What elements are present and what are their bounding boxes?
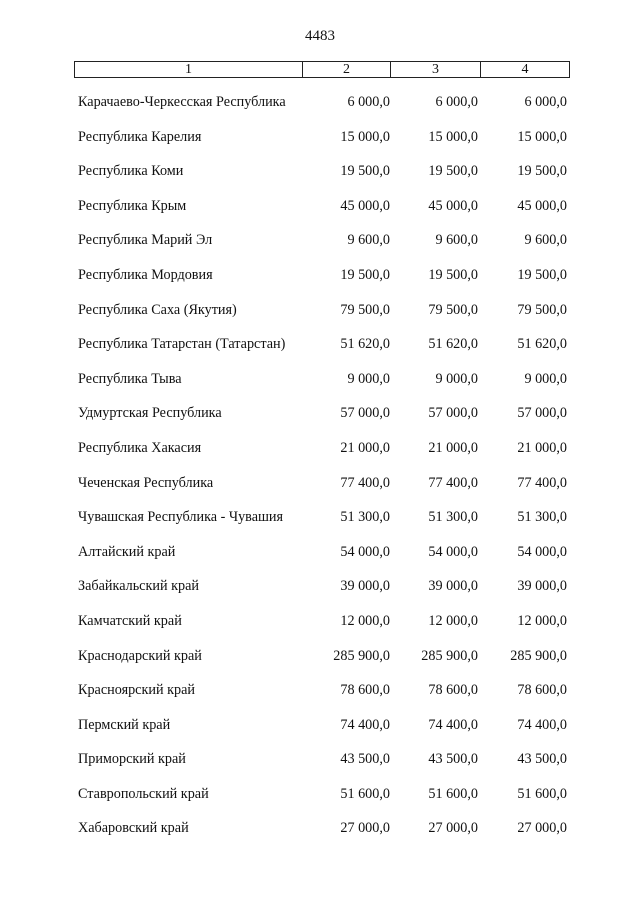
value-col-2: 9 000,0 (347, 370, 390, 387)
region-name: Чеченская Республика (78, 474, 214, 491)
table-row (0, 674, 640, 709)
value-col-2: 51 620,0 (340, 336, 390, 353)
header-col-3: 3 (391, 62, 481, 77)
value-col-3: 51 600,0 (428, 785, 478, 802)
value-col-2: 285 900,0 (333, 647, 390, 664)
value-col-2: 19 500,0 (340, 163, 390, 180)
value-col-2: 21 000,0 (340, 439, 390, 456)
region-name: Республика Марий Эл (78, 232, 213, 249)
table-row (0, 397, 640, 432)
value-col-4: 51 620,0 (517, 336, 567, 353)
table-row (0, 155, 640, 190)
region-name: Республика Мордовия (78, 266, 213, 283)
table-row (0, 86, 640, 121)
value-col-4: 51 300,0 (517, 509, 567, 526)
value-col-4: 79 500,0 (517, 301, 567, 318)
page-number: 4483 (305, 28, 335, 44)
table-row (0, 224, 640, 259)
value-col-4: 19 500,0 (517, 266, 567, 283)
value-col-3: 285 900,0 (421, 647, 478, 664)
value-col-3: 19 500,0 (428, 163, 478, 180)
table-row (0, 709, 640, 744)
value-col-4: 6 000,0 (524, 94, 567, 110)
value-col-3: 57 000,0 (428, 405, 478, 422)
region-name: Республика Крым (78, 197, 187, 214)
value-col-4: 27 000,0 (517, 820, 567, 837)
table-row (0, 501, 640, 536)
value-col-3: 6 000,0 (435, 94, 478, 110)
value-col-3: 27 000,0 (428, 820, 478, 837)
value-col-3: 51 620,0 (428, 336, 478, 353)
value-col-3: 74 400,0 (428, 716, 478, 733)
region-name: Хабаровский край (78, 820, 189, 837)
value-col-4: 9 000,0 (524, 370, 567, 387)
value-col-4: 285 900,0 (510, 647, 567, 664)
value-col-3: 21 000,0 (428, 439, 478, 456)
value-col-4: 74 400,0 (517, 716, 567, 733)
region-name: Республика Хакасия (78, 439, 202, 456)
region-name: Камчатский край (78, 612, 182, 629)
table-row (0, 190, 640, 225)
region-name: Алтайский край (78, 543, 176, 560)
table-row (0, 778, 640, 813)
value-col-2: 54 000,0 (340, 543, 390, 560)
value-col-2: 9 600,0 (347, 232, 390, 249)
value-col-2: 79 500,0 (340, 301, 390, 318)
value-col-4: 54 000,0 (517, 543, 567, 560)
value-col-3: 43 500,0 (428, 751, 478, 768)
value-col-2: 6 000,0 (347, 94, 390, 110)
value-col-2: 57 000,0 (340, 405, 390, 422)
value-col-3: 12 000,0 (428, 612, 478, 629)
value-col-2: 78 600,0 (340, 682, 390, 699)
value-col-4: 77 400,0 (517, 474, 567, 491)
region-name: Республика Карелия (78, 128, 202, 145)
table-row (0, 432, 640, 467)
value-col-3: 9 600,0 (435, 232, 478, 249)
value-col-3: 9 000,0 (435, 370, 478, 387)
value-col-3: 77 400,0 (428, 474, 478, 491)
value-col-2: 51 600,0 (340, 785, 390, 802)
region-name: Карачаево-Черкесская Республика (78, 94, 286, 110)
value-col-2: 77 400,0 (340, 474, 390, 491)
table-row (0, 259, 640, 294)
value-col-2: 74 400,0 (340, 716, 390, 733)
value-col-4: 57 000,0 (517, 405, 567, 422)
region-name: Республика Татарстан (Татарстан) (78, 336, 286, 353)
table-body (0, 86, 640, 847)
value-col-4: 43 500,0 (517, 751, 567, 768)
value-col-3: 78 600,0 (428, 682, 478, 699)
table-row (0, 605, 640, 640)
table-row (0, 743, 640, 778)
table-row (0, 812, 640, 847)
value-col-2: 51 300,0 (340, 509, 390, 526)
value-col-4: 51 600,0 (517, 785, 567, 802)
region-name: Республика Тыва (78, 370, 182, 387)
value-col-2: 12 000,0 (340, 612, 390, 629)
header-col-2: 2 (303, 62, 391, 77)
value-col-2: 43 500,0 (340, 751, 390, 768)
value-col-4: 45 000,0 (517, 197, 567, 214)
region-name: Чувашская Республика - Чувашия (78, 509, 284, 526)
value-col-3: 39 000,0 (428, 578, 478, 595)
value-col-2: 45 000,0 (340, 197, 390, 214)
value-col-4: 21 000,0 (517, 439, 567, 456)
value-col-4: 9 600,0 (524, 232, 567, 249)
region-name: Приморский край (78, 751, 186, 768)
value-col-4: 39 000,0 (517, 578, 567, 595)
value-col-4: 19 500,0 (517, 163, 567, 180)
value-col-2: 39 000,0 (340, 578, 390, 595)
value-col-3: 19 500,0 (428, 266, 478, 283)
value-col-2: 15 000,0 (340, 128, 390, 145)
region-name: Ставропольский край (78, 785, 209, 802)
header-col-4: 4 (521, 62, 529, 77)
value-col-3: 54 000,0 (428, 543, 478, 560)
table-row (0, 121, 640, 156)
value-col-4: 12 000,0 (517, 612, 567, 629)
value-col-2: 19 500,0 (340, 266, 390, 283)
table-row (0, 328, 640, 363)
region-name: Красноярский край (78, 682, 195, 699)
region-name: Забайкальский край (78, 578, 199, 595)
table-row (0, 640, 640, 675)
value-col-3: 15 000,0 (428, 128, 478, 145)
table-row (0, 570, 640, 605)
region-name: Краснодарский край (78, 647, 202, 664)
region-name: Удмуртская Республика (78, 405, 222, 422)
value-col-3: 79 500,0 (428, 301, 478, 318)
region-name: Республика Коми (78, 163, 184, 180)
table-header (74, 61, 570, 78)
table-row (0, 294, 640, 329)
region-name: Республика Саха (Якутия) (78, 301, 237, 318)
value-col-2: 27 000,0 (340, 820, 390, 837)
value-col-3: 45 000,0 (428, 197, 478, 214)
table-row (0, 536, 640, 571)
value-col-4: 15 000,0 (517, 128, 567, 145)
table-row (0, 363, 640, 398)
region-name: Пермский край (78, 716, 171, 733)
value-col-4: 78 600,0 (517, 682, 567, 699)
value-col-3: 51 300,0 (428, 509, 478, 526)
table-row (0, 467, 640, 502)
header-col-1: 1 (75, 62, 303, 77)
